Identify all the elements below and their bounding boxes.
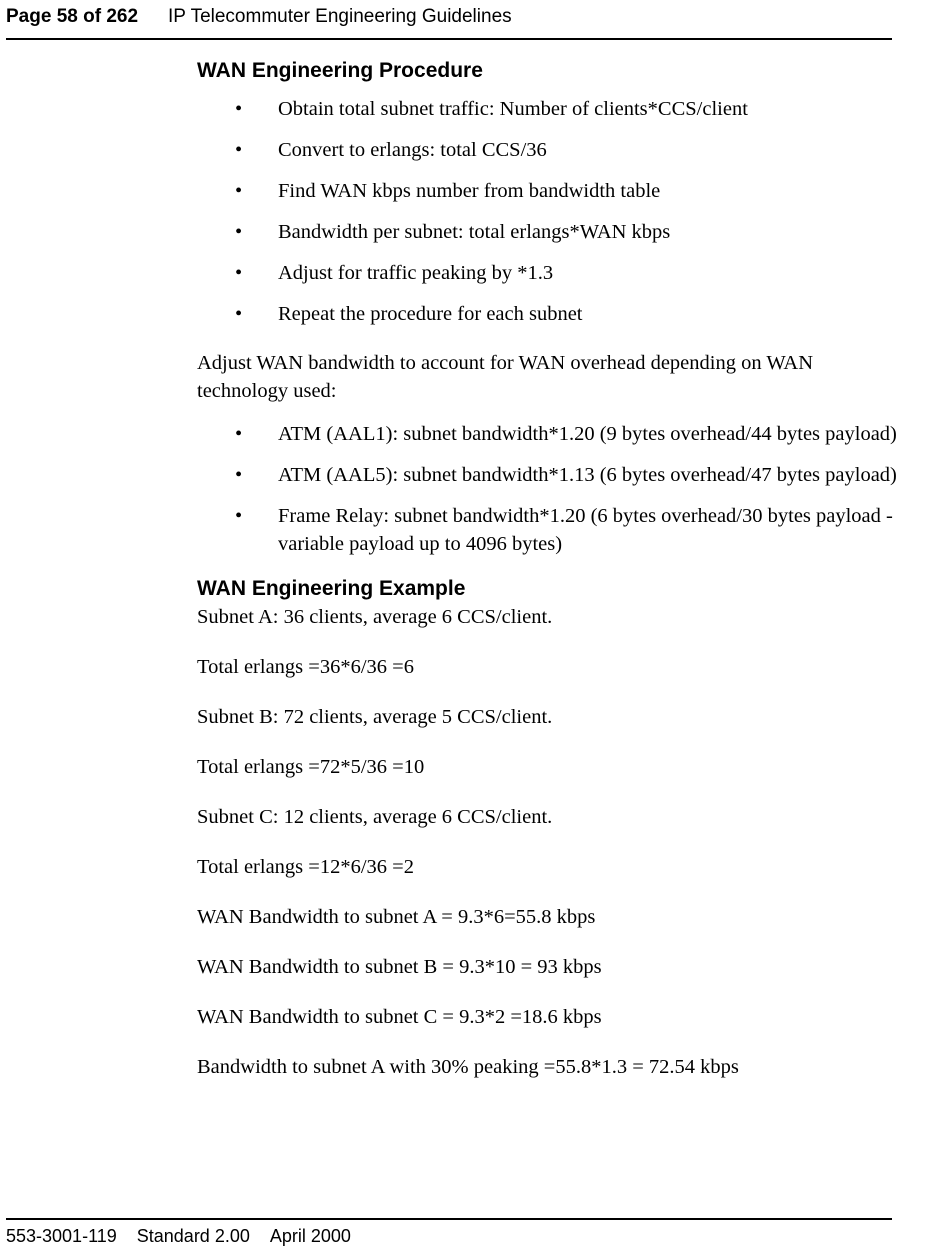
bullet-icon: • — [235, 505, 243, 527]
bullet-icon: • — [235, 464, 243, 486]
list-item-text: Find WAN kbps number from bandwidth table — [278, 180, 661, 202]
bullet-icon: • — [235, 221, 243, 243]
list-item — [197, 420, 897, 448]
example-line: Bandwidth to subnet A with 30% peaking =55.8*1.3 = 72.54 kbps — [197, 1056, 739, 1078]
list-item — [197, 218, 897, 246]
page-body — [197, 57, 897, 1103]
example-line: WAN Bandwidth to subnet A = 9.3*6=55.8 kbps — [197, 906, 596, 928]
list-item-text: Repeat the procedure for each subnet — [278, 303, 583, 325]
header-rule — [6, 38, 892, 40]
list-item-text: Adjust for traffic peaking by *1.3 — [278, 262, 554, 284]
list-item-text: ATM (AAL1): subnet bandwidth*1.20 (9 bytes overhead/44 bytes payload) — [278, 423, 897, 445]
list-item — [197, 177, 897, 205]
list-item-text: Bandwidth per subnet: total erlangs*WAN kbps — [278, 221, 671, 243]
publication-date: April 2000 — [269, 1226, 351, 1246]
list-item — [197, 502, 897, 558]
bullet-icon: • — [235, 98, 243, 120]
example-line: Subnet B: 72 clients, average 5 CCS/client. — [197, 706, 553, 728]
example-line: Subnet A: 36 clients, average 6 CCS/client. — [197, 606, 553, 628]
list-item-text: Obtain total subnet traffic: Number of clients*CCS/client — [278, 98, 748, 120]
list-item — [197, 136, 897, 164]
standard-version: Standard 2.00 — [136, 1226, 250, 1246]
list-item — [197, 300, 897, 328]
doc-number: 553-3001-119 — [6, 1226, 117, 1246]
example-line: Total erlangs =12*6/36 =2 — [197, 856, 414, 878]
example-line: WAN Bandwidth to subnet C = 9.3*2 =18.6 kbps — [197, 1006, 602, 1028]
procedure-heading: WAN Engineering Procedure — [197, 59, 483, 82]
procedure-list — [197, 95, 897, 328]
list-item-text: Frame Relay: subnet bandwidth*1.20 (6 bytes overhead/30 bytes payload -variable payload up to 4096 bytes) — [278, 505, 893, 555]
bullet-icon: • — [235, 180, 243, 202]
example-line: Subnet C: 12 clients, average 6 CCS/client. — [197, 806, 553, 828]
example-line: WAN Bandwidth to subnet B = 9.3*10 = 93 kbps — [197, 956, 602, 978]
bullet-icon: • — [235, 303, 243, 325]
overhead-list — [197, 420, 897, 558]
footer-rule — [6, 1218, 892, 1220]
list-item — [197, 95, 897, 123]
bullet-icon: • — [235, 262, 243, 284]
document-title: IP Telecommuter Engineering Guidelines — [168, 6, 512, 27]
page-footer — [6, 1224, 371, 1248]
example-line: Total erlangs =72*5/36 =10 — [197, 756, 425, 778]
example-heading: WAN Engineering Example — [197, 577, 466, 600]
page-header — [6, 4, 892, 32]
list-item-text: ATM (AAL5): subnet bandwidth*1.13 (6 bytes overhead/47 bytes payload) — [278, 464, 897, 486]
list-item — [197, 461, 897, 489]
example-line: Total erlangs =36*6/36 =6 — [197, 656, 414, 678]
bullet-icon: • — [235, 139, 243, 161]
page-number: Page 58 of 262 — [6, 6, 139, 27]
list-item — [197, 259, 897, 287]
overhead-intro: Adjust WAN bandwidth to account for WAN overhead depending on WAN technology used: — [197, 352, 814, 402]
example-lines — [197, 603, 897, 1081]
list-item-text: Convert to erlangs: total CCS/36 — [278, 139, 547, 161]
bullet-icon: • — [235, 423, 243, 445]
